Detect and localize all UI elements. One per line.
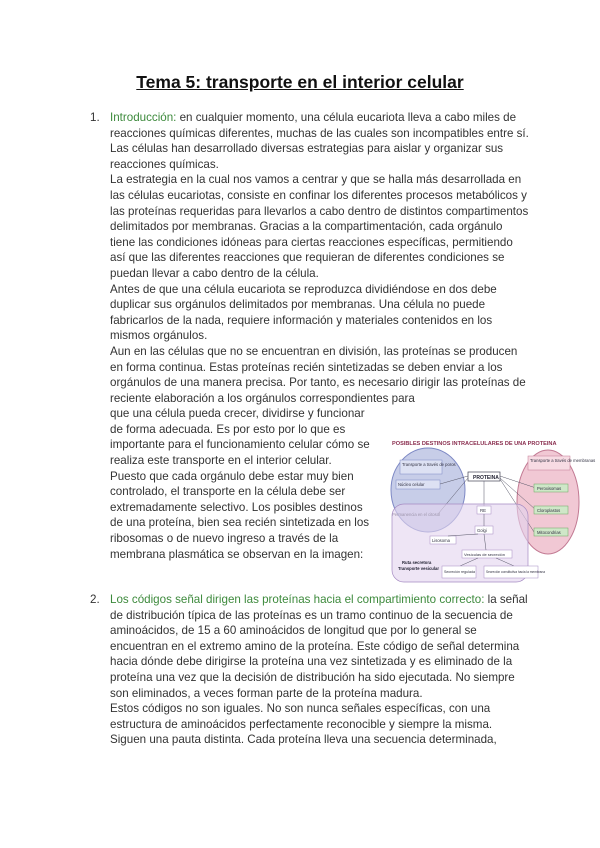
paragraph-text: la señal de distribución típica de las proteínas es un tramo continuo de la secuencia de aminoácidos, de 15 a 60 aminoácidos de longitud que por lo general se encuentran en el extremo amino de la proteína. Este código de señal determina hacia dónde debe dirigirse la proteína una vez sintetizada y es eliminado de la proteína una vez que la decisión de distribución ha sido ejecutada. No siempre son eliminados, a veces forman parte de la proteína madura. bbox=[110, 593, 528, 700]
paragraph-wrapped: que una célula pueda crecer, dividirse y funcionar de forma adecuada. Es por esto por lo que es importante para el funcionamiento celular cómo se realiza este transporte en el interior celular. Puesto que cada orgánulo debe estar muy bien controlado, el transporte en la célula debe ser extremadamente selectivo. Los posibles destinos de una proteína, bien sea recién sintetizada en los ribosomas o de nuevo ingreso a través de la membrana plasmática se observan en la imagen: bbox=[110, 407, 370, 561]
regulated-secretion-label: Secreción regulada bbox=[444, 570, 475, 574]
constitutive-secretion-label: Secreción constitutiva hacia la membrana bbox=[486, 570, 545, 574]
section-number: 1. bbox=[90, 111, 100, 124]
vesicles-label: Vesículas de secreción bbox=[464, 552, 505, 557]
paragraph: La estrategia en la cual nos vamos a centrar y que se halla más desarrollada en las células eucariotas, consiste en confinar los diferentes procesos metabólicos y las proteínas requeridas para llevarlos a cabo dentro de distintos compartimentos delimitados por membranas. Gracias a la compartimentación, cada orgánulo tiene las condiciones idóneas para ciertas reacciones específicas, permitiendo así que las diferentes reacciones que requieran de diferentes condiciones se puedan llevar a cabo dentro de la célula. bbox=[110, 173, 529, 280]
paragraph: Antes de que una célula eucariota se reproduzca dividiéndose en dos debe duplicar sus orgánulos delimitados por membranas. Una célula no puede fabricarlos de la nada, requiere información y materiales contenidos en los mismos orgánulos. bbox=[110, 282, 497, 343]
peroxisome-label: Peroxisomas bbox=[537, 486, 562, 491]
page-title: Tema 5: transporte en el interior celular bbox=[136, 72, 464, 92]
mitochondria-label: Mitocondrias bbox=[537, 530, 561, 535]
paragraph bbox=[110, 592, 530, 701]
paragraph bbox=[110, 110, 530, 172]
nucleus-label: Núcleo celular bbox=[398, 482, 425, 487]
pore-transport-label: Transporte a través de poros bbox=[402, 462, 456, 467]
paragraph: Estos códigos no son iguales. No son nunca señales específicas, con una estructura de aminoácidos perfectamente reconocible y siempre la misma. Siguen una pauta distinta. Cada proteína lleva una secuencia determinada, bbox=[110, 702, 497, 747]
chloroplast-label: Cloroplastos bbox=[537, 508, 561, 513]
section-heading: Introducción: bbox=[110, 111, 177, 124]
paragraph-text: en cualquier momento, una célula eucariota lleva a cabo miles de reacciones químicas diferentes, muchas de las cuales son incompatibles entre sí. Las células han desarrollado diversas estrategias para aislar y organizar sus reacciones químicas. bbox=[110, 111, 529, 171]
secretory-route-label: Ruta secretora bbox=[402, 560, 432, 565]
golgi-label: Golgi bbox=[477, 528, 487, 533]
protein-destinations-diagram bbox=[388, 438, 596, 586]
membrane-transport-label: Transporte a través de membranas bbox=[530, 458, 596, 463]
section-body bbox=[110, 592, 530, 748]
paragraph: Aun en las células que no se encuentran en división, las proteínas se producen en forma continua. Estas proteínas recién sintetizadas se deben enviar a los orgánulos de una manera precisa. Por tanto, es necesario dirigir las proteínas de reciente elaboración a los orgánulos correspondientes para bbox=[110, 344, 526, 405]
section-heading: Los códigos señal dirigen las proteínas hacia el compartimiento correcto: bbox=[110, 593, 485, 606]
diagram-title: POSIBLES DESTINOS INTRACELULARES DE UNA PROTEINA bbox=[392, 441, 557, 447]
lysosome-label: Lisosoma bbox=[432, 538, 450, 543]
section-number: 2. bbox=[90, 593, 100, 606]
vesicular-transport-label: Transporte vesicular bbox=[398, 566, 439, 571]
protein-label: PROTEINA bbox=[473, 475, 499, 481]
er-label: RE bbox=[480, 508, 487, 513]
